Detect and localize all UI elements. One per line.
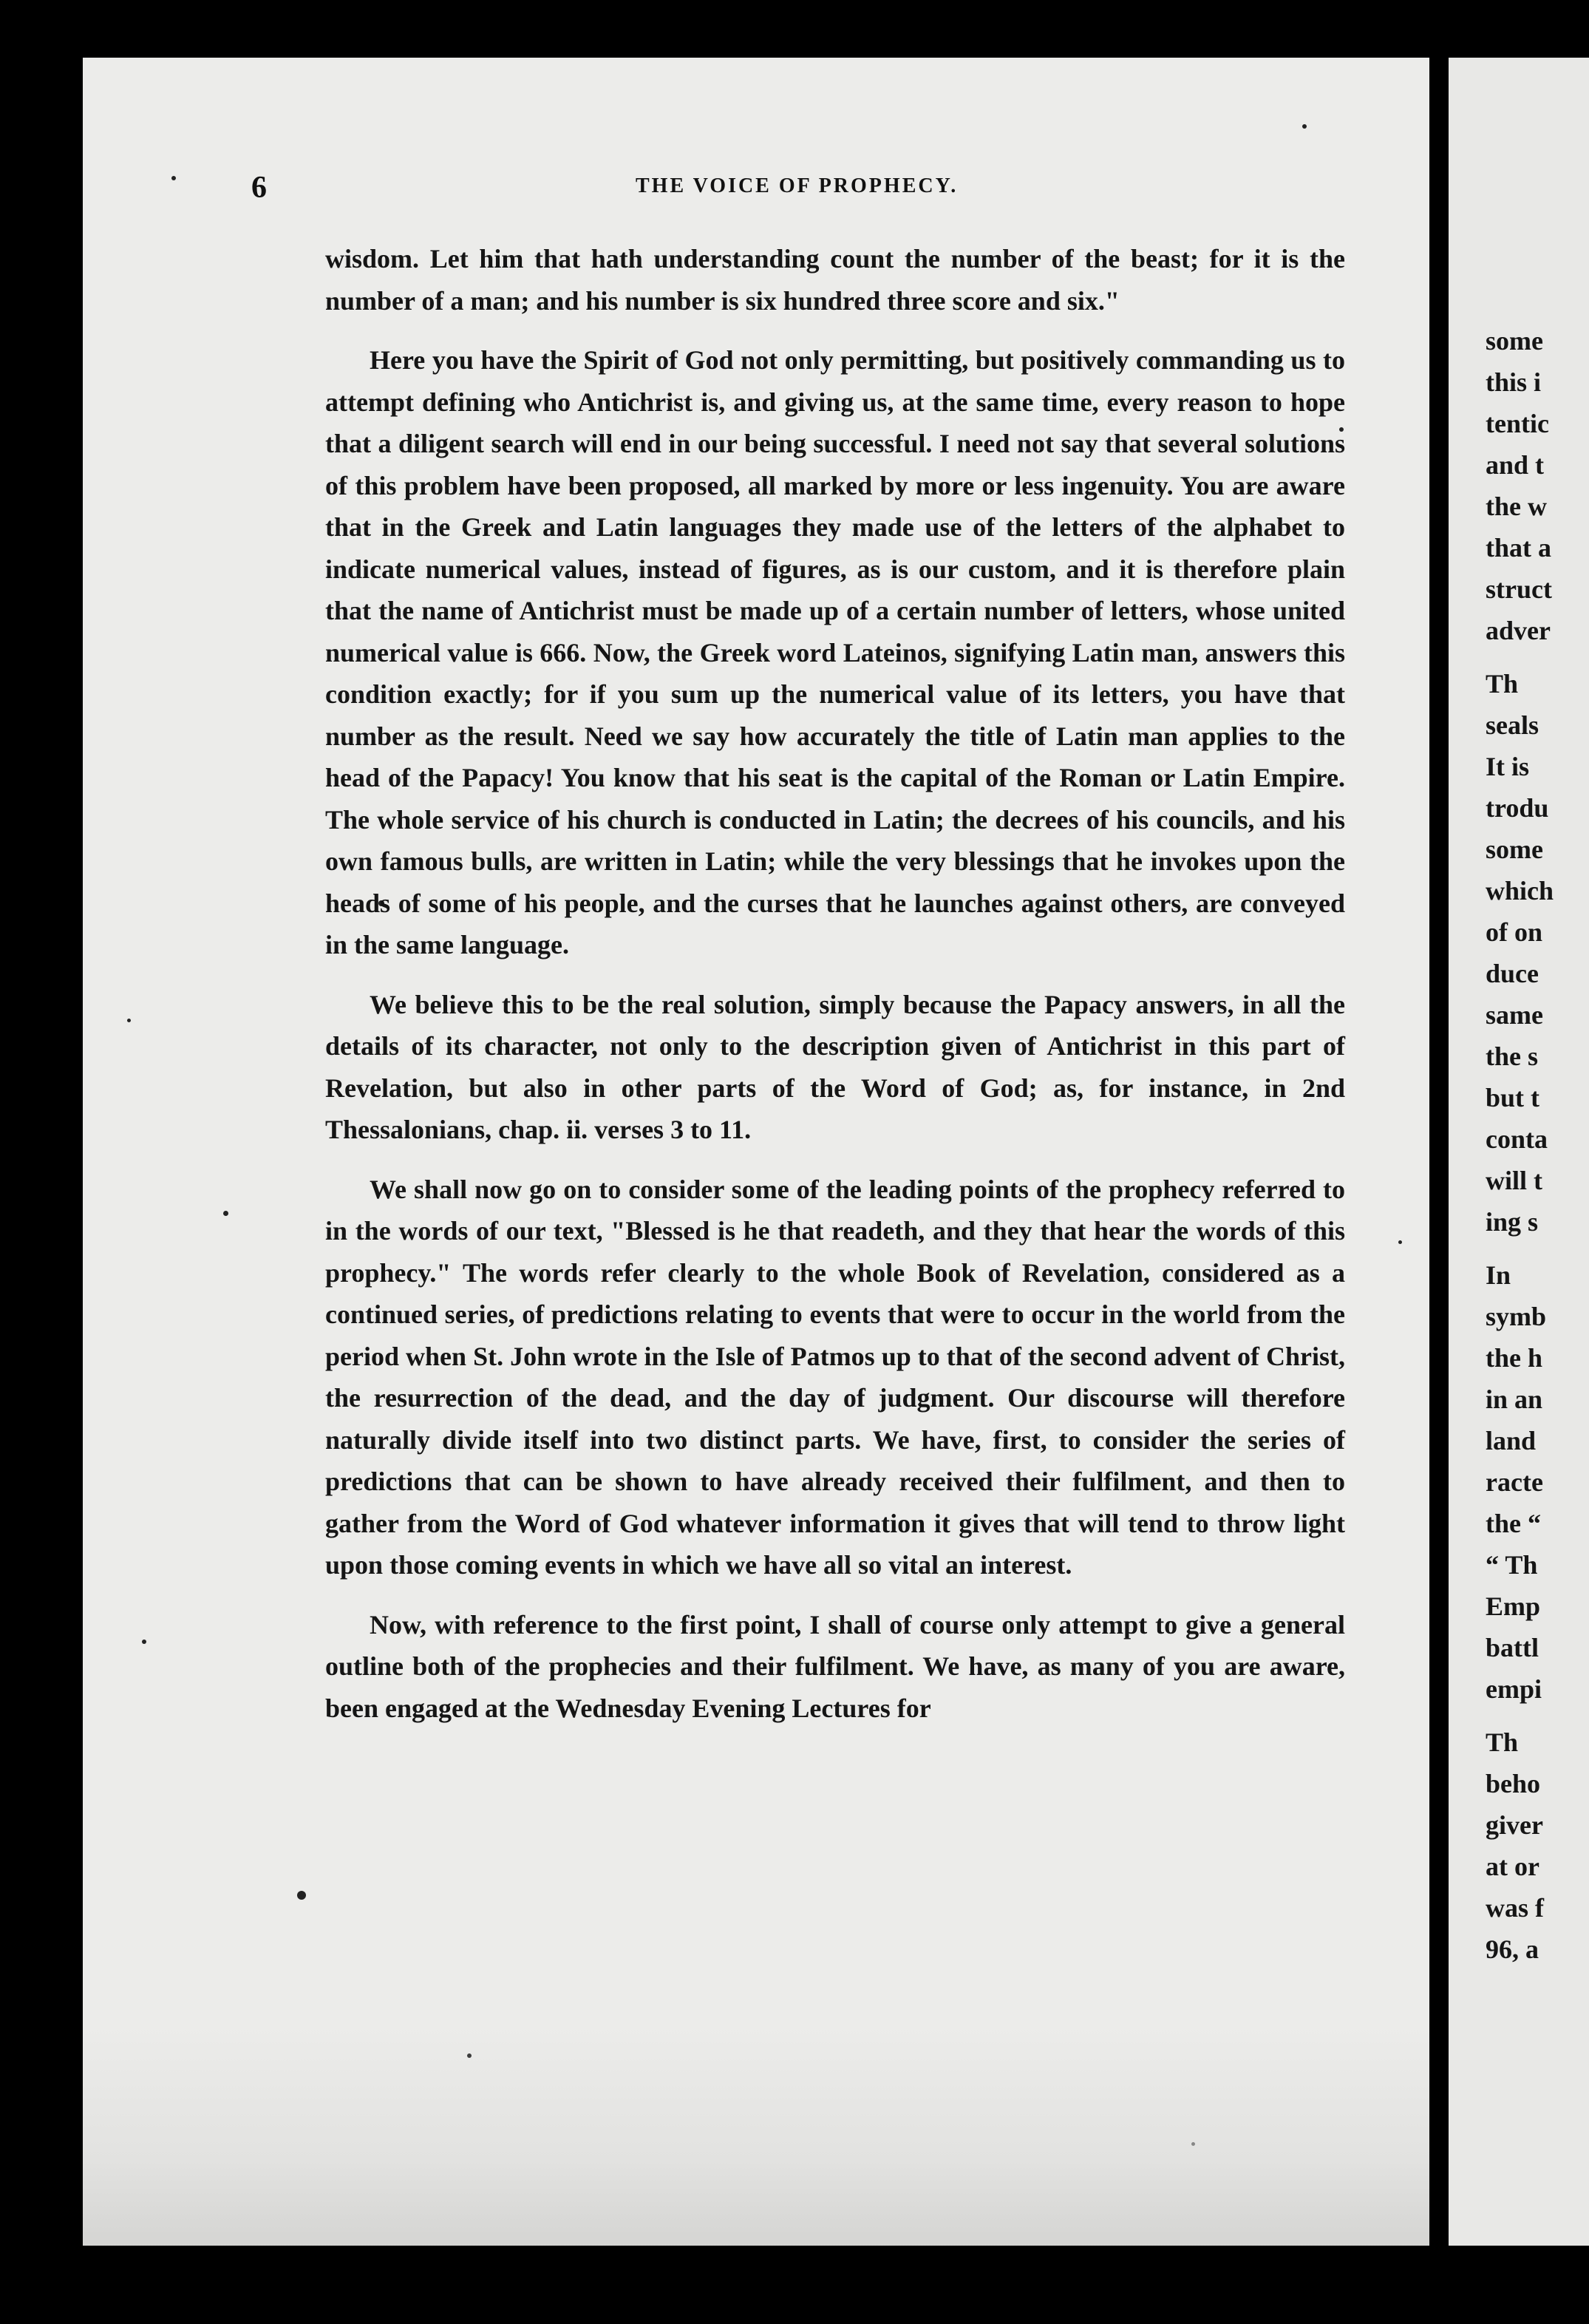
facing-line: Th bbox=[1486, 669, 1519, 699]
facing-line: adver bbox=[1486, 616, 1551, 645]
facing-line: some bbox=[1486, 835, 1543, 864]
facing-line: of on bbox=[1486, 917, 1543, 947]
facing-line: some bbox=[1486, 326, 1543, 356]
facing-line: land bbox=[1486, 1426, 1537, 1455]
paragraph: We believe this to be the real solution, simply because the Papacy answers, in all the details of its character, not only to the description given of Antichrist in this part of Revelation, but also in other parts of the Word of God; as, for instance, in 2nd Thessalonians, chap. ii. verses 3 to 11. bbox=[325, 989, 1345, 1144]
facing-line: Th bbox=[1486, 1727, 1519, 1757]
facing-line: at or bbox=[1486, 1852, 1539, 1881]
facing-line: duce bbox=[1486, 959, 1539, 988]
paragraph: Here you have the Spirit of God not only permitting, but positively commanding us to attempt defining who Antichrist is, and giving us, at the same time, every reason to hope that a diligent search will end in our being successful. I need not say that several solutions of this problem have been proposed, all marked by more or less ingenuity. You are aware that in the Greek and Latin languages they made use of the letters of the alphabet to indicate numerical values, instead of figures, as is our custom, and it is therefore plain that the name of Antichrist must be made up of a certain number of letters, whose united numerical value is 666. Now, the Greek word Lateinos, signifying Latin man, answers this condition exactly; for if you sum up the numerical value of its letters, you have that number as the result. Need we say how accurately the title of Latin man applies to the head of the Papacy! You know that his seat is the capital of the Roman or Latin Empire. The whole service of his church is conducted in Latin; the decrees of his councils, and his own famous bulls, are written in Latin; while the very blessings that he invokes upon the heads of some of his people, and the curses that he launches against others, are conveyed in the same language. bbox=[325, 345, 1345, 959]
facing-line: conta bbox=[1486, 1124, 1548, 1154]
facing-line: which bbox=[1486, 876, 1554, 906]
facing-line: same bbox=[1486, 1000, 1543, 1030]
facing-line: trodu bbox=[1486, 793, 1549, 823]
facing-line: seals bbox=[1486, 710, 1539, 740]
facing-line: “ Th bbox=[1486, 1550, 1538, 1580]
paragraph: We shall now go on to consider some of the leading points of the prophecy referred to in the words of our text, "Blessed is he that readeth, and they that hear the words of this prophecy." The words refer clearly to the whole Book of Revelation, considered as a continued series, of predictions relating to events that were to occur in the world from the period when St. John wrote in the Isle of Patmos up to that of the second advent of Christ, the resurrection of the dead, and the day of judgment. Our discourse will therefore naturally divide itself into two distinct parts. We have, first, to consider the series of predictions that can be shown to have already received their fulfilment, and then to gather from the Word of God whatever information it gives that will tend to throw light upon those coming events in which we have all so vital an interest. bbox=[325, 1174, 1345, 1580]
facing-line: will t bbox=[1486, 1166, 1542, 1195]
facing-line: beho bbox=[1486, 1769, 1541, 1798]
page-header bbox=[251, 170, 1360, 207]
facing-line: ing s bbox=[1486, 1207, 1539, 1237]
facing-page-edge bbox=[1441, 58, 1589, 2246]
facing-line: In bbox=[1486, 1260, 1511, 1290]
facing-line: 96, a bbox=[1486, 1934, 1539, 1964]
facing-line: racte bbox=[1486, 1467, 1543, 1497]
paragraph: wisdom. Let him that hath understanding count the number of the beast; for it is the number of a man; and his number is six hundred three score and six." bbox=[325, 244, 1345, 316]
body-text bbox=[325, 238, 1345, 1747]
facing-line: and t bbox=[1486, 450, 1545, 480]
facing-line: symb bbox=[1486, 1302, 1547, 1331]
facing-line: was f bbox=[1486, 1893, 1544, 1923]
facing-page-text bbox=[1486, 320, 1554, 1970]
book-spine bbox=[1429, 0, 1441, 2324]
facing-line: struct bbox=[1486, 574, 1552, 604]
facing-line: the h bbox=[1486, 1343, 1543, 1373]
facing-line: the “ bbox=[1486, 1509, 1541, 1538]
facing-line: battl bbox=[1486, 1633, 1539, 1662]
facing-line: this i bbox=[1486, 367, 1542, 397]
facing-line: It is bbox=[1486, 752, 1530, 781]
facing-line: Emp bbox=[1486, 1591, 1541, 1621]
facing-line: the s bbox=[1486, 1042, 1538, 1071]
facing-line: but t bbox=[1486, 1083, 1540, 1112]
running-head: THE VOICE OF PROPHECY. bbox=[636, 174, 959, 197]
paragraph: Now, with reference to the first point, I shall of course only attempt to give a general outline both of the prophecies and their fulfilment. We have, as many of you are aware, been engaged at the Wednesday Evening Lectures for bbox=[325, 1609, 1345, 1723]
facing-line: in an bbox=[1486, 1384, 1543, 1414]
facing-line: tentic bbox=[1486, 409, 1549, 438]
page-number: 6 bbox=[251, 171, 267, 205]
facing-line: the w bbox=[1486, 492, 1547, 521]
facing-line: giver bbox=[1486, 1810, 1543, 1840]
facing-line: that a bbox=[1486, 533, 1551, 563]
facing-line: empi bbox=[1486, 1674, 1542, 1704]
